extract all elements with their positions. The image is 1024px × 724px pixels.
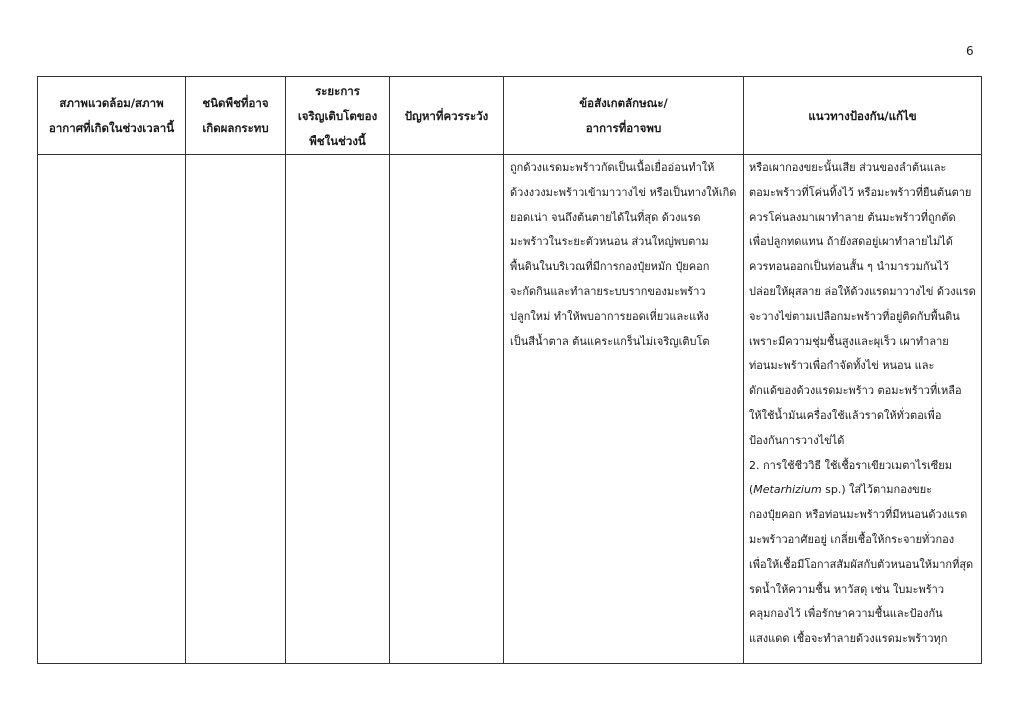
symptoms-line: ถูกด้วงแรดมะพร้าวกัดเป็นเนื้อเยื่ออ่อนทำให้ [510, 161, 715, 174]
prevention-line: แสงแดด เชื้อจะทำลายด้วงแรดมะพร้าวทุก [749, 632, 948, 646]
symptoms-line: ด้วงงวงมะพร้าวเข้ามาวางไข่ หรือเป็นทางให้เกิด [510, 185, 737, 199]
column-divider [503, 77, 504, 663]
header-environment: สภาพแวดล้อม/สภาพ อากาศที่เกิดในช่วงเวลานี้ [48, 96, 175, 135]
prevention-line: คลุมกองไว้ เพื่อรักษาความชื้นและป้องกัน [749, 607, 943, 621]
prevention-line: ป้องกันการวางไข่ได้ [749, 433, 845, 447]
prevention-line: ควรทอนออกเป็นท่อนสั้น ๆ นำมารวมกันไว้ [749, 260, 949, 274]
prevention-line: รดน้ำให้ความชื้น หาวัสดุ เช่น ใบมะพร้าว [749, 582, 945, 596]
prevention-line: หรือเผากองขยะนั้นเสีย ส่วนของลำต้นและ [749, 161, 947, 174]
prevention-line: ปล่อยให้ผุสลาย ล่อให้ด้วงแรดมาวางไข่ ด้วงแรด [749, 284, 976, 298]
symptoms-line: ยอดเน่า จนถึงต้นตายได้ในที่สุด ด้วงแรด [510, 210, 701, 224]
prevention-line: กองปุ๋ยคอก หรือท่อนมะพร้าวที่มีหนอนด้วงแรด [749, 508, 968, 522]
column-divider [389, 77, 390, 663]
column-divider [185, 77, 186, 663]
prevention-line: เพื่อปลูกทดแทน ถ้ายังสดอยู่เผาทำลายไม่ได้ [749, 235, 953, 249]
symptoms-line: พื้นดินในบริเวณที่มีการกองปุ๋ยหมัก ปุ๋ยคอก [510, 260, 710, 274]
prevention-line-scientific-name: (Metarhizium sp.) ใส่ไว้ตามกองขยะ [749, 483, 933, 497]
symptoms-line: ปลูกใหม่ ทำให้พบอาการยอดเหี่ยวและแห้ง [510, 309, 709, 323]
prevention-line: ให้ใช้น้ำมันเครื่องใช้แล้วราดให้ทั่วตอเพื่อ [749, 408, 942, 422]
symptoms-line: เป็นสีน้ำตาล ต้นแคระแกร็นไม่เจริญเติบโต [510, 334, 710, 348]
symptoms-cell [510, 156, 740, 354]
header-problems: ปัญหาที่ควรระวัง [404, 108, 489, 123]
page-number: 6 [966, 44, 974, 58]
symptoms-line: มะพร้าวในระยะตัวหนอน ส่วนใหญ่พบตาม [510, 235, 709, 249]
header-prevention: แนวทางป้องกัน/แก้ไข [808, 108, 917, 123]
column-divider [743, 77, 744, 663]
prevention-cell [749, 156, 977, 652]
header-affected-crops: ชนิดพืชที่อาจ เกิดผลกระทบ [202, 96, 269, 135]
prevention-line: มะพร้าวอาศัยอยู่ เกลี่ยเชื้อให้กระจายทั่วกอง [749, 532, 955, 546]
prevention-line: ดักแด้ของด้วงแรดมะพร้าว ตอมะพร้าวที่เหลือ [749, 384, 962, 398]
prevention-line: ตอมะพร้าวที่โค่นทิ้งไว้ หรือมะพร้าวที่ยืนต้นตาย [749, 185, 972, 199]
problem-table [37, 76, 982, 664]
prevention-line: เพราะมีความชุ่มชื้นสูงและผุเร็ว เผาทำลาย [749, 334, 949, 348]
scientific-name: Metarhizium [753, 483, 822, 497]
prevention-line: ควรโค่นลงมาเผาทำลาย ต้นมะพร้าวที่ถูกตัด [749, 210, 956, 224]
header-growth-stage: ระยะการ เจริญเติบโตของ พืชในช่วงนี้ [297, 83, 378, 148]
prevention-line: จะวางไข่ตามเปลือกมะพร้าวที่อยู่ติดกับพื้นดิน [749, 309, 960, 323]
prevention-line: 2. การใช้ชีววิธี ใช้เชื้อราเขียวเมตาไรเซียม [749, 458, 952, 472]
prevention-line: ท่อนมะพร้าวเพื่อกำจัดทั้งไข่ หนอน และ [749, 359, 935, 373]
header-symptoms: ข้อสังเกตลักษณะ/ อาการที่อาจพบ [579, 96, 668, 135]
column-divider [285, 77, 286, 663]
symptoms-line: จะกัดกินและทำลายระบบรากของมะพร้าว [510, 284, 706, 298]
prevention-line: เพื่อให้เชื้อมีโอกาสสัมผัสกับตัวหนอนให้มากที่สุด [749, 557, 974, 571]
